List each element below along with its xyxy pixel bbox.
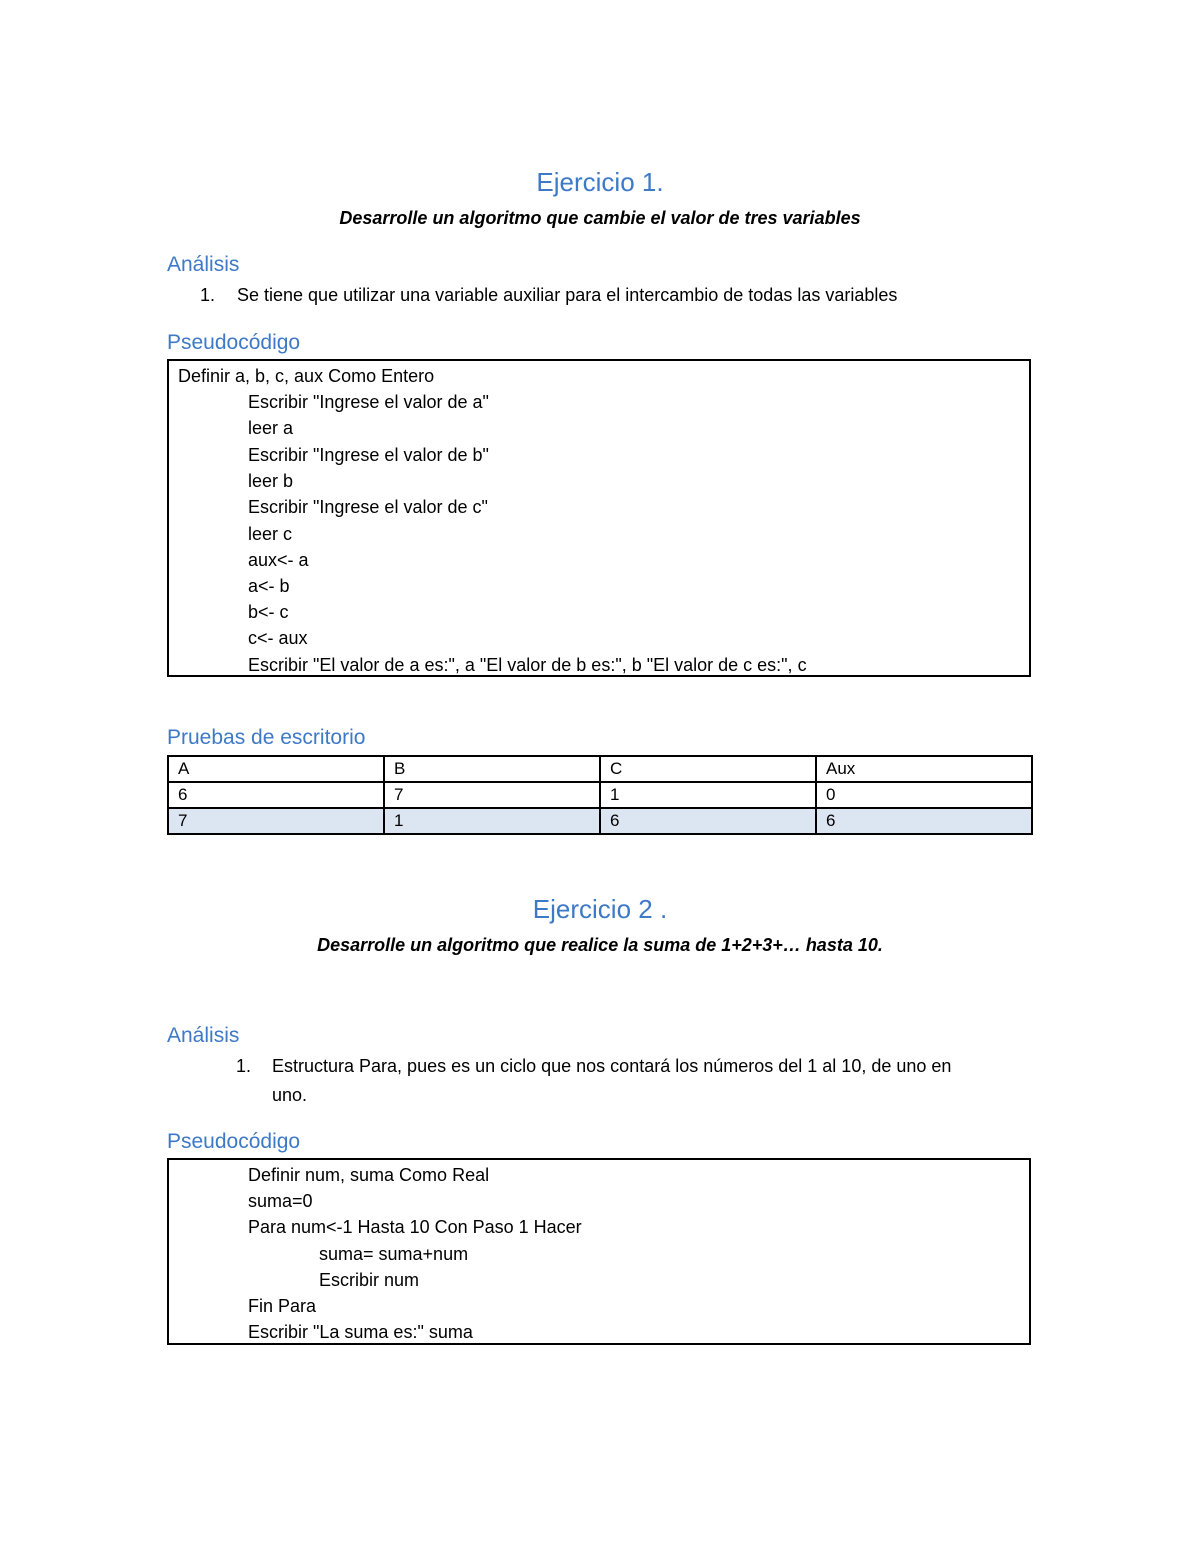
exercise-1-analysis-heading: Análisis (167, 253, 240, 276)
table-header-cell: A (168, 756, 384, 782)
list-text: Se tiene que utilizar una variable auxiliar para el intercambio de todas las variables (237, 285, 898, 305)
code-line: leer b (248, 471, 294, 491)
exercise-2-pseudocode-heading: Pseudocódigo (167, 1130, 301, 1153)
list-text-continuation: uno. (272, 1085, 308, 1105)
exercise-1-pseudocode-heading: Pseudocódigo (167, 331, 301, 354)
code-line: aux<- a (248, 550, 309, 570)
table-header-cell: Aux (816, 756, 1032, 782)
code-line: Para num<-1 Hasta 10 Con Paso 1 Hacer (248, 1217, 582, 1237)
list-number: 1. (236, 1056, 252, 1076)
table-cell: 7 (168, 808, 384, 834)
exercise-2-title: Ejercicio 2 . (532, 894, 668, 924)
code-line: Fin Para (248, 1296, 317, 1316)
list-number: 1. (200, 285, 216, 305)
table-cell: 0 (816, 782, 1032, 808)
list-text: Estructura Para, pues es un ciclo que nos contará los números del 1 al 10, de uno en (272, 1056, 952, 1076)
table-row-highlighted (168, 808, 1032, 834)
table-row (168, 782, 1032, 808)
table-cell: 1 (600, 782, 816, 808)
desk-test-table (167, 755, 1033, 835)
exercise-1-pseudocode-box (167, 359, 1031, 677)
code-line: Escribir "La suma es:" suma (248, 1322, 473, 1342)
code-line: leer a (248, 418, 294, 438)
code-line: Definir num, suma Como Real (248, 1165, 490, 1185)
code-line: Escribir "Ingrese el valor de a" (248, 392, 489, 412)
table-cell: 7 (384, 782, 600, 808)
code-line: Escribir num (319, 1270, 420, 1290)
table-cell: 6 (168, 782, 384, 808)
table-cell: 6 (816, 808, 1032, 834)
code-line: b<- c (248, 602, 289, 622)
table-cell: 6 (600, 808, 816, 834)
table-header-cell: B (384, 756, 600, 782)
code-line: Escribir "Ingrese el valor de b" (248, 445, 489, 465)
code-line: c<- aux (248, 628, 308, 648)
exercise-1-tests-heading: Pruebas de escritorio (167, 726, 366, 749)
code-line: Escribir "Ingrese el valor de c" (248, 497, 488, 517)
exercise-2-analysis-heading: Análisis (167, 1024, 240, 1047)
code-line: Definir a, b, c, aux Como Entero (178, 366, 435, 386)
table-cell: 1 (384, 808, 600, 834)
exercise-2-pseudocode-box (167, 1158, 1031, 1345)
code-line: suma= suma+num (319, 1244, 469, 1264)
exercise-2-subtitle: Desarrolle un algoritmo que realice la suma de 1+2+3+… hasta 10. (317, 935, 883, 955)
table-header-row (168, 756, 1032, 782)
table-header-cell: C (600, 756, 816, 782)
code-line: leer c (248, 524, 293, 544)
code-line: Escribir "El valor de a es:", a "El valor de b es:", b "El valor de c es:", c (248, 655, 807, 675)
exercise-1-subtitle: Desarrolle un algoritmo que cambie el valor de tres variables (339, 208, 861, 228)
code-line: suma=0 (248, 1191, 313, 1211)
code-line: a<- b (248, 576, 290, 596)
exercise-1-title: Ejercicio 1. (536, 167, 664, 197)
